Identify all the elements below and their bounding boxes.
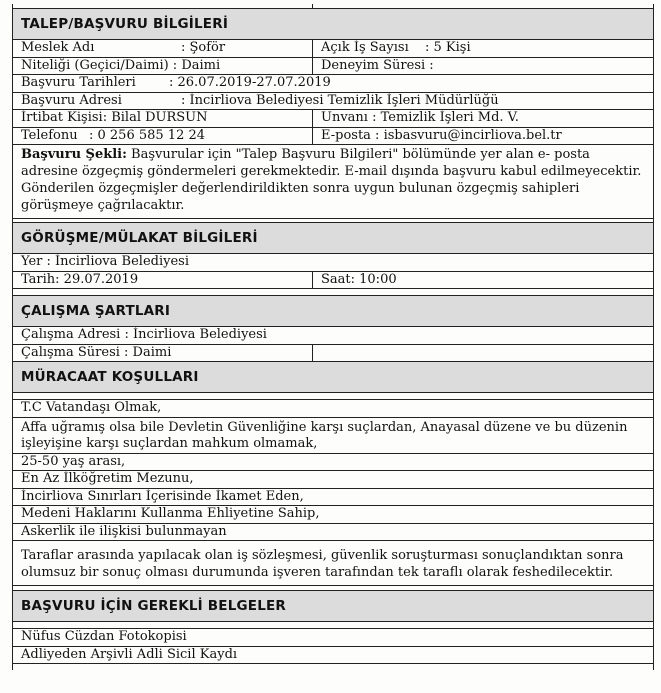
calisma-saatleri: [313, 345, 653, 362]
muracaat-item: 25-50 yaş arası,: [13, 454, 653, 472]
row-yer: [13, 254, 653, 272]
row-irtibat: [13, 110, 653, 128]
row-calisma-sure: [13, 345, 653, 363]
muracaat-item: Affa uğramış olsa bile Devletin Güvenliğine karşı suçlardan, Anayasal düzene ve bu düzenin işleyişine karşı suçlardan mahkum olmamak,: [13, 418, 653, 454]
basvuru-sekli-label: Başvuru Şekli:: [21, 147, 127, 162]
section-calisma: ÇALIŞMA ŞARTLARI: [13, 296, 653, 327]
row-adres: [13, 93, 653, 111]
muracaat-item: Medeni Haklarını Kullanma Ehliyetine Sahip,: [13, 506, 653, 524]
section-muracaat: MÜRACAAT KOŞULLARI: [13, 362, 653, 393]
basvuru-sekli: [13, 145, 653, 219]
basvuru-sekli-text: Başvurular için "Talep Başvuru Bilgileri" bölümünde yer alan e- posta adresine özgeçmiş göndermeleri gerekmektedir. E-mail dışında başvuru kabul edilmeyecektir. Gönderilen özgeçmişler değerlendirildikten sonra uygun bulunan özgeçmiş sahipleri görüşmeye çağrılacaktır.: [21, 147, 642, 213]
muracaat-item: En Az İlköğretim Mezunu,: [13, 471, 653, 489]
calisma-sure: Çalışma Süresi : Daimi: [13, 345, 313, 362]
deneyim: Deneyim Süresi :: [321, 57, 434, 73]
telefon-value: : 0 256 585 12 24: [89, 127, 206, 143]
gap: [13, 289, 653, 296]
irtibat: İrtibat Kişisi: Bilal DURSUN: [13, 110, 313, 127]
top-strip: [13, 4, 653, 8]
row-telefon: [13, 128, 653, 146]
muracaat-item: T.C Vatandaşı Olmak,: [13, 399, 653, 418]
row-gorusme-tarih: [13, 272, 653, 290]
meslek-label: Meslek Adı: [21, 40, 95, 55]
row-meslek: [13, 40, 653, 58]
section-talep: TALEP/BAŞVURU BİLGİLERİ: [13, 8, 653, 40]
gorusme-tarih: Tarih: 29.07.2019: [13, 272, 313, 289]
belge-item: Nüfus Cüzdan Fotokopisi: [13, 628, 653, 647]
eposta: E-posta : isbasvuru@incirliova.bel.tr: [321, 127, 562, 143]
gorusme-yer: Yer : İncirliova Belediyesi: [21, 254, 189, 269]
tarih-label: Başvuru Tarihleri: [21, 75, 136, 90]
unvan: Unvanı : Temizlik İşleri Md. V.: [321, 110, 519, 125]
tarih-value: : 26.07.2019-27.07.2019: [169, 75, 331, 90]
nitelik: Niteliği (Geçici/Daimi) : Daimi: [13, 58, 313, 75]
row-tarih: [13, 75, 653, 93]
section-belgeler: BAŞVURU İÇİN GEREKLİ BELGELER: [13, 590, 653, 622]
calisma-adres: Çalışma Adresi : İncirliova Belediyesi: [21, 327, 267, 342]
acik-is-label: Açık İş Sayısı: [321, 40, 409, 55]
meslek-value: : Şoför: [181, 40, 226, 55]
gorusme-saat: Saat: 10:00: [321, 271, 397, 287]
adres-value: : İncirliova Belediyesi Temizlik İşleri Müdürlüğü: [181, 92, 499, 108]
belge-item: Adliyeden Arşivli Adli Sicil Kaydı: [13, 647, 653, 665]
muracaat-note: Taraflar arasında yapılacak olan iş sözleşmesi, güvenlik soruşturması sonuçlandıktan sonra olumsuz bir sonuç olması durumunda işveren tarafından tek taraflı olarak feshedilecektir.: [13, 541, 653, 586]
muracaat-item: Askerlik ile ilişkisi bulunmayan: [13, 524, 653, 542]
section-gorusme: GÖRÜŞME/MÜLAKAT BİLGİLERİ: [13, 222, 653, 254]
row-nitelik: [13, 58, 653, 76]
muracaat-item: İncirliova Sınırları İçerisinde İkamet Eden,: [13, 489, 653, 507]
row-calisma-adres: [13, 327, 653, 345]
telefon-label: Telefonu: [21, 127, 78, 143]
acik-is-value: : 5 Kişi: [425, 40, 471, 55]
job-posting-table: [12, 4, 654, 670]
adres-label: Başvuru Adresi: [21, 92, 122, 108]
